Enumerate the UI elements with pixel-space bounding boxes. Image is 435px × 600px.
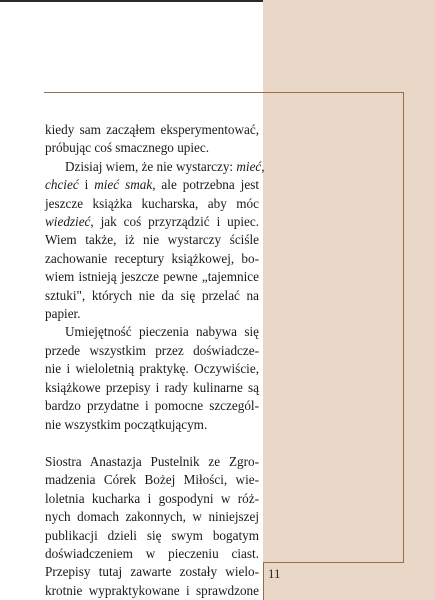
- text-line: Przepisy tutaj zawarte zostały wielo-: [45, 564, 259, 580]
- text-line: zachowanie receptury książkowej, bo-: [45, 250, 259, 266]
- text-line: bardzo przydatne i pomocne szczegól-: [45, 398, 259, 414]
- text-line: papier.: [45, 306, 81, 322]
- text-line: Dzisiaj wiem, że nie wystarczy: mieć,: [65, 158, 265, 174]
- text-line: kiedy sam zacząłem eksperymentować,: [45, 122, 259, 137]
- side-color-panel: [263, 0, 435, 600]
- frame-line-left: [263, 562, 264, 600]
- top-rule: [0, 0, 263, 2]
- text-line: publikacji dzieli się swym bogatym: [45, 527, 259, 543]
- page-number: 11: [268, 566, 281, 581]
- text-line: chcieć i mieć smak, ale potrzebna jest: [45, 177, 259, 193]
- frame-line-bottom: [263, 562, 404, 563]
- text-line: doświadczeniem w pieczeniu ciast.: [45, 545, 259, 561]
- paragraph-3: [45, 323, 259, 433]
- paragraph-4: [45, 453, 259, 600]
- text-line: nie i wieloletnią praktykę. Oczywiście,: [45, 361, 259, 377]
- page-text: [45, 121, 265, 600]
- text-line: Umiejętność pieczenia nabywa się: [65, 324, 259, 340]
- text-line: jeszcze książka kucharska, aby móc: [45, 195, 259, 211]
- text-line: wiem istnieją jeszcze pewne „tajemnice: [45, 269, 259, 285]
- paragraph-gap: [45, 434, 259, 453]
- text-line: krotnie wypraktykowane i sprawdzone: [45, 582, 259, 598]
- text-line: madzenia Córek Bożej Miłości, wie-: [45, 472, 259, 488]
- text-line: loletnia kucharka i gospodyni w róż-: [45, 490, 259, 506]
- paragraph-1: [45, 121, 259, 158]
- text-line: przede wszystkim przez doświadcze-: [45, 342, 259, 358]
- text-line: Siostra Anastazja Pustelnik ze Zgro-: [45, 453, 259, 469]
- frame-line-right: [403, 92, 404, 562]
- frame-line-top: [44, 92, 404, 93]
- paragraph-2: [45, 158, 265, 324]
- text-line: nie wszystkim początkującym.: [45, 416, 208, 432]
- text-line: książkowe przepisy i rady kulinarne są: [45, 379, 259, 395]
- text-line: sztuki", których nie da się przelać na: [45, 287, 259, 303]
- text-line: próbując coś smacznego upiec.: [45, 140, 210, 156]
- text-line: wiedzieć, jak coś przyrządzić i upiec.: [45, 214, 259, 230]
- text-line: Wiem także, iż nie wystarczy ściśle: [45, 232, 259, 248]
- text-line: nych domach zakonnych, w niniejszej: [45, 509, 259, 525]
